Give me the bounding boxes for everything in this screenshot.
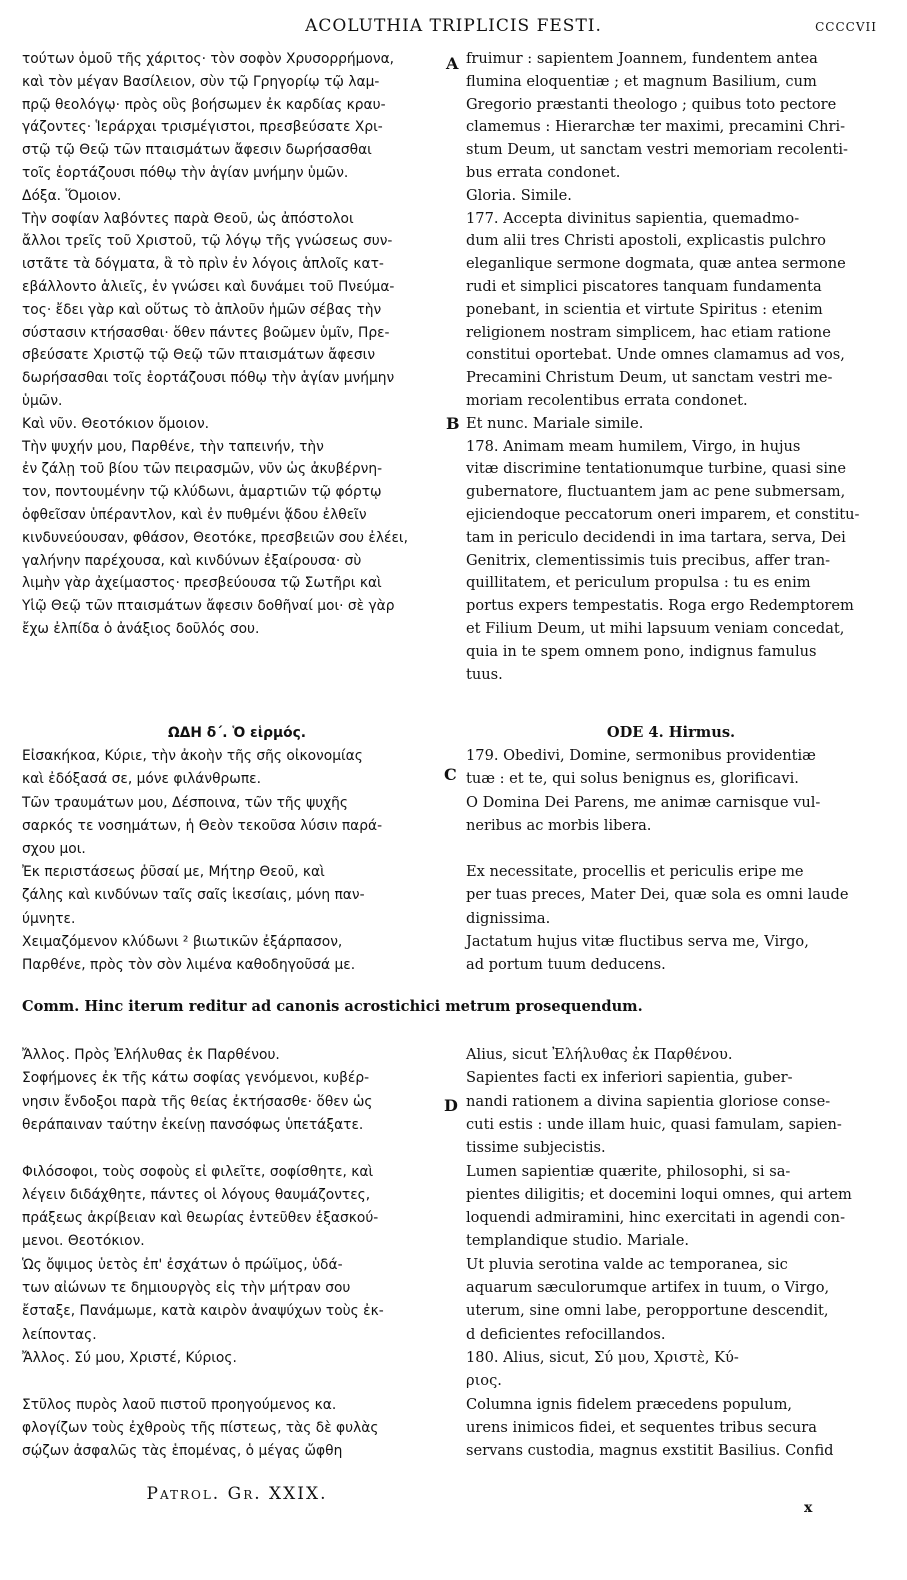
text-line: dum alii tres Christi apostoli, explicastis pulchro (466, 232, 826, 250)
text-line: tissime subjecistis. (466, 1139, 606, 1157)
text-line: τοῖς ἑορτάζουσι πόθῳ τὴν ἁγίαν μνήμην ὑμῶν. (22, 165, 349, 181)
text-line: ἔσταξε, Πανάμωμε, κατὰ καιρὸν ἀναψύχων τοὺς ἐκ- (22, 1303, 384, 1320)
text-line: μενοι. Θεοτόκιον. (22, 1233, 145, 1250)
text-line: λέγειν διδάχθητε, πάντες οἱ λόγους θαυμάζοντες, (22, 1186, 371, 1203)
text-line: Παρθένε, πρὸς τὸν σὸν λιμένα καθοδηγοῦσά με. (22, 957, 356, 973)
text-line: Genitrix, clementissimis tuis precibus, affer tran- (466, 551, 831, 569)
text-line: rudi et simplici piscatores tanquam fundamenta (466, 278, 822, 295)
text-line: ιστᾶτε τὰ δόγματα, ἃ τὸ πρὶν ἐν λόγοις ἁπλοῖς κατ- (22, 256, 384, 273)
text-line: Φιλόσοφοι, τοὺς σοφοὺς εἰ φιλεῖτε, σοφίσθητε, καὶ (22, 1163, 374, 1180)
text-line: Χειμαζόμενον κλύδωνι ² βιωτικῶν ἐξάρπασον, (22, 933, 343, 950)
text-line: flumina eloquentiæ ; et magnum Basilium, cum (466, 72, 817, 90)
text-line: Jactatum hujus vitæ fluctibus serva me, Virgo, (466, 932, 809, 950)
text-line: Ἄλλος. Σύ μου, Χριστέ, Κύριος. (22, 1349, 237, 1366)
text-line: γαλήνην παρέχουσα, καὶ κινδύνων ἐξαίρουσα· σὺ (22, 552, 362, 569)
text-line: τος· ἔδει γὰρ καὶ οὕτως τὸ ἁπλοῦν ἡμῶν σέβας τὴν (22, 301, 382, 318)
page-number: CCCCVII (815, 20, 877, 34)
text-line: Ἄλλος. Πρὸς Ἐλήλυθας ἐκ Παρθένου. (22, 1047, 280, 1063)
text-line: ὀφθεῖσαν ὑπέραντλον, καὶ ἐν πυθμένι ᾅδου ἐλθεῖν (22, 507, 367, 523)
text-line: Columna ignis fidelem præcedens populum, (466, 1395, 793, 1413)
text-line: moriam recolentibus errata condonet. (466, 392, 748, 409)
text-line: Gregorio præstanti theologo ; quibus toto pectore (466, 95, 837, 113)
margin-marker-b: B (446, 414, 460, 433)
patrologia-footer (22, 1484, 452, 1504)
text-line: Ex necessitate, procellis et periculis eripe me (466, 863, 804, 881)
text-line: servans custodia, magnus exstitit Basilius. Confid (466, 1442, 834, 1460)
text-line: tuæ : et te, qui solus benignus es, glorificavi. (466, 770, 799, 788)
text-line: Ut pluvia serotina valde ac temporanea, sic (466, 1255, 788, 1273)
text-line: portus expers tempestatis. Roga ergo Redemptorem (466, 597, 854, 615)
text-line: ODE 4. Hirmus. (606, 724, 736, 741)
text-line: religionem nostram simplicem, hac etiam ratione (466, 323, 831, 341)
text-line: Τὴν σοφίαν λαβόντες παρὰ Θεοῦ, ὡς ἀπόστολοι (22, 210, 354, 227)
signature-mark: x (804, 1500, 813, 1516)
text-line: πρῷ θεολόγῳ· πρὸς οὓς βοήσωμεν ἐκ καρδίας κραυ- (22, 96, 386, 113)
text-line: tuus. (466, 665, 503, 683)
text-line: ἐν ζάλῃ τοῦ βίου τῶν πειρασμῶν, νῦν ὡς ἀκυβέρνη- (22, 461, 383, 478)
text-line: τούτων ὁμοῦ τῆς χάριτος· τὸν σοφὸν Χρυσορρήμονα, (22, 51, 395, 67)
text-line: ζάλης καὶ κινδύνων ταῖς σαῖς ἱκεσίαις, μόνη παν- (22, 887, 365, 904)
text-line: cuti estis : unde illam huic, quasi famulam, sapien- (466, 1115, 842, 1133)
text-line: σαρκός τε νοσημάτων, ἡ Θεὸν τεκοῦσα λύσιν παρά- (22, 817, 383, 834)
text-line: constitui oportebat. Unde omnes clamamus ad vos, (466, 346, 845, 364)
text-line: neribus ac morbis libera. (466, 816, 652, 834)
text-line: eleganlique sermone dogmata, quæ antea sermone (466, 255, 846, 273)
text-line: ριος. (466, 1372, 502, 1390)
text-line: Ὡς ὄψιμος ὑετὸς ἐπ' ἐσχάτων ὁ πρώϊμος, ὑδά- (22, 1256, 343, 1273)
text-line: νησιν ἔνδοξοι παρὰ τῆς θείας ἐκτήσασθε· ὅθεν ὡς (22, 1093, 373, 1110)
text-line: 177. Accepta divinitus sapientia, quemadmo- (466, 209, 800, 227)
text-line: Et nunc. Mariale simile. (466, 414, 644, 432)
text-line: pientes diligitis; et docemini loqui omnes, qui artem (466, 1185, 852, 1203)
text-line: O Domina Dei Parens, me animæ carnisque vul- (466, 793, 821, 811)
text-line: 179. Obedivi, Domine, sermonibus providentiæ (466, 747, 816, 765)
text-line: et Filium Deum, ut mihi lapsuum veniam concedat, (466, 620, 845, 637)
text-line: 178. Animam meam humilem, Virgo, in hujus (466, 437, 801, 455)
text-line: Δόξα. Ὅμοιον. (22, 187, 122, 204)
commentary-line (22, 996, 882, 1019)
text-line: stum Deum, ut sanctam vestri memoriam recolenti- (466, 141, 848, 159)
text-line: Σοφήμονες ἐκ τῆς κάτω σοφίας γενόμενοι, κυβέρ- (22, 1070, 370, 1087)
text-line: Sapientes facti ex inferiori sapientia, guber- (466, 1069, 793, 1087)
text-line: fruimur : sapientem Joannem, fundentem antea (466, 50, 818, 67)
text-line: templandique studio. Mariale. (466, 1232, 689, 1250)
commentary-text: Comm. Hinc iterum reditur ad canonis acrostichici metrum prosequendum. (22, 998, 643, 1015)
text-line: gubernatore, fluctuantem jam ac pene submersam, (466, 483, 846, 501)
running-title: ACOLUTHIA TRIPLICIS FESTI. (305, 16, 602, 36)
text-line: Ἐκ περιστάσεως ῥῦσαί με, Μήτηρ Θεοῦ, καὶ (22, 864, 325, 881)
text-line: δωρήσασθαι τοῖς ἑορτάζουσι πόθῳ τὴν ἁγίαν μνήμην (22, 370, 395, 387)
text-line: Τῶν τραυμάτων μου, Δέσποινα, τῶν τῆς ψυχῆς (22, 794, 349, 811)
text-line: per tuas preces, Mater Dei, quæ sola es omni laude (466, 886, 849, 904)
text-line: Gloria. Simile. (466, 186, 572, 204)
text-line: ύμνητε. (22, 910, 76, 927)
text-line: εβάλλοντο ἁλιεῖς, ἐν γνώσει καὶ δυνάμει τοῦ Πνεύμα- (22, 279, 395, 295)
text-line: στῷ τῷ Θεῷ τῶν πταισμάτων ἄφεσιν δωρήσασθαι (22, 142, 372, 159)
text-line: Τὴν ψυχήν μου, Παρθένε, τὴν ταπεινήν, τὴν (22, 438, 324, 455)
text-line: θεράπαιναν ταύτην ἐκείνῃ πανσόφως ὑπετάξατε. (22, 1116, 364, 1133)
text-line: tam in periculo decidendi in ima tartara, serva, Dei (466, 528, 846, 546)
margin-marker-a: A (446, 54, 459, 73)
text-line: quia in te spem omnem pono, indignus famulus (466, 642, 817, 660)
text-line: d deficientes refocillandos. (466, 1325, 666, 1343)
text-line: Καὶ νῦν. Θεοτόκιον ὅμοιον. (22, 415, 210, 432)
text-line: Alius, sicut Ἐλήλυθας ἐκ Παρθένου. (466, 1046, 733, 1063)
text-line: σῴζων ἀσφαλῶς τὰς ἑπομένας, ὁ μέγας ὤφθη (22, 1443, 343, 1460)
text-line: loquendi admiramini, hinc exercitati in agendi con- (466, 1209, 846, 1227)
text-line: Εἰσακήκοα, Κύριε, τὴν ἀκοὴν τῆς σῆς οἰκονομίας (22, 748, 363, 765)
text-line: καὶ ἐδόξασά σε, μόνε φιλάνθρωπε. (22, 771, 262, 788)
text-line: των αἰώνων τε δημιουργὸς εἰς τὴν μήτραν σου (22, 1280, 351, 1296)
text-line: σύστασιν κτήσασθαι· ὅθεν πάντες βοῶμεν ὑμῖν, Πρε- (22, 324, 390, 341)
text-line: ejiciendoque peccatorum oneri imparem, et constitu- (466, 506, 860, 523)
text-line: aquarum sæculorumque artifex in tuum, o Virgo, (466, 1279, 830, 1296)
text-line: φλογίζων τοὺς ἐχθροὺς τῆς πίστεως, τὰς δὲ φυλὰς (22, 1419, 379, 1436)
text-line: σβεύσατε Χριστῷ τῷ Θεῷ τῶν πταισμάτων ἄφεσιν (22, 347, 376, 364)
text-line: ad portum tuum deducens. (466, 956, 666, 973)
text-line: ΩΔΗ δ΄. Ὁ εἱρμός. (167, 725, 307, 741)
text-line: urens inimicos fidei, et sequentes tribus secura (466, 1418, 817, 1436)
text-line: πράξεως ἀκρίβειαν καὶ θεωρίας ἐντεῦθεν ἐξασκού- (22, 1210, 379, 1227)
text-line: λείποντας. (22, 1326, 97, 1343)
footer-text: Patrol. Gr. XXIX. (146, 1484, 328, 1504)
text-line: quillitatem, et periculum propulsa : tu es enim (466, 574, 811, 592)
text-line: λιμὴν γὰρ ἀχείμαστος· πρεσβεύουσα τῷ Σωτῆρι καὶ (22, 575, 382, 592)
text-line: ἔχω ἐλπίδα ὁ ἀνάξιος δοῦλός σου. (22, 621, 260, 637)
text-line: vitæ discrimine tentationumque turbine, quasi sine (466, 460, 847, 478)
text-line: Υἱῷ Θεῷ τῶν πταισμάτων ἄφεσιν δοθῆναί μοι· σὲ γὰρ (22, 598, 395, 615)
text-line: ὑμῶν. (22, 393, 63, 409)
text-line: Lumen sapientiæ quærite, philosophi, si sa- (466, 1162, 791, 1180)
text-line: nandi rationem a divina sapientia gloriose conse- (466, 1092, 831, 1110)
margin-marker-c: C (444, 765, 457, 784)
text-line: τον, ποντουμένην τῷ κλύδωνι, ἁμαρτιῶν τῷ φόρτῳ (22, 484, 382, 501)
text-line: uterum, sine omni labe, peropportune descendit, (466, 1302, 829, 1320)
page-header (0, 12, 907, 42)
text-line: bus errata condonet. (466, 164, 621, 181)
text-line: κινδυνεύουσαν, φθάσον, Θεοτόκε, πρεσβειῶν σου ἐλέει, (22, 529, 408, 546)
text-line: σχου μοι. (22, 841, 86, 857)
margin-marker-d: D (444, 1096, 458, 1115)
text-line: 180. Alius, sicut, Σύ μου, Χριστὲ, Κύ- (466, 1348, 739, 1366)
text-line: γάζοντες· Ἱεράρχαι τρισμέγιστοι, πρεσβεύσατε Χρι- (22, 119, 383, 136)
text-line: dignissima. (466, 909, 551, 927)
text-line: Στῦλος πυρὸς λαοῦ πιστοῦ προηγούμενος κα. (22, 1396, 337, 1413)
text-line: clamemus : Hierarchæ ter maximi, precamini Chri- (466, 118, 846, 136)
text-line: Precamini Christum Deum, ut sanctam vestri me- (466, 369, 833, 387)
text-line: καὶ τὸν μέγαν Βασίλειον, σὺν τῷ Γρηγορίῳ τῷ λαμ- (22, 73, 380, 90)
text-line: ponebant, in scientia et virtute Spiritus : etenim (466, 300, 823, 318)
text-line: ἄλλοι τρεῖς τοῦ Χριστοῦ, τῷ λόγῳ τῆς γνώσεως συν- (22, 233, 393, 250)
